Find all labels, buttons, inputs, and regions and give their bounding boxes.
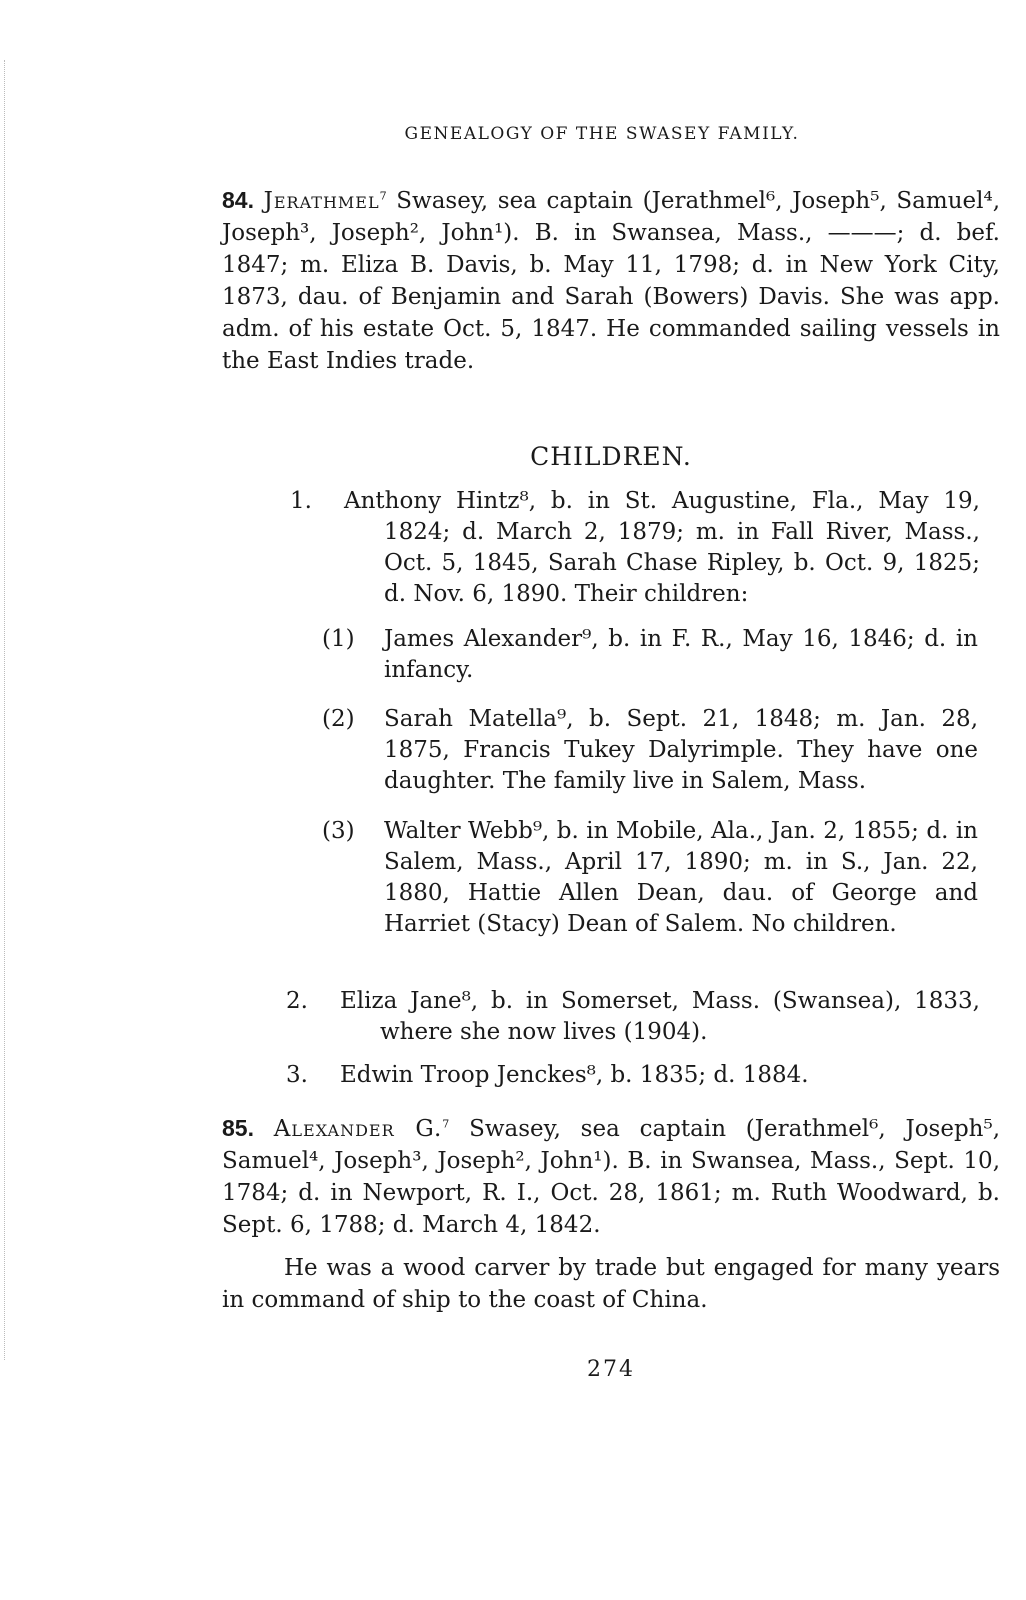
entry-name: Jerathmel [263,188,380,214]
children-heading: CHILDREN. [530,442,692,471]
child-marker: 2. [286,988,308,1014]
entry-name: Alexander G. [273,1116,443,1142]
running-header: GENEALOGY OF THE SWASEY FAMILY. [404,124,800,144]
grandchild-item [322,704,978,797]
grandchild-item [322,816,978,940]
grandchild-marker: (1) [322,626,355,652]
entry-number: 84. [222,187,254,213]
entry-85-paragraph: He was a wood carver by trade but engaged for many years in command of ship to the coast of China. [222,1255,1000,1313]
child-text-content: Eliza Jane⁸, b. in Somerset, Mass. (Swansea), 1833, where she now lives (1904). [340,988,980,1045]
grandchild-text: James Alexander⁹, b. in F. R., May 16, 1846; d. in infancy. [384,626,978,683]
grandchild-text: Walter Webb⁹, b. in Mobile, Ala., Jan. 2, 1855; d. in Salem, Mass., April 17, 1890; m. in S., Jan. 22, 1880, Hattie Allen Dean, dau. of George and Harriet (Stacy) Dean of Salem. No children. [384,818,978,937]
child-marker: 3. [286,1062,308,1088]
child-text [290,486,980,610]
generation-number: 7 [442,1117,450,1131]
grandchild-text: Sarah Matella⁹, b. Sept. 21, 1848; m. Jan. 28, 1875, Francis Tukey Dalyrimple. They have one daughter. The family live in Salem, Mass. [384,706,978,794]
child-text-content: Anthony Hintz⁸, b. in St. Augustine, Fla., May 19, 1824; d. March 2, 1879; m. in Fall River, Mass., Oct. 5, 1845, Sarah Chase Ripley, b. Oct. 9, 1825; d. Nov. 6, 1890. Their children: [344,488,980,607]
margin-artifact [4,60,9,1360]
entry-text: Swasey, sea captain (Jerathmel⁶, Joseph⁵, Samuel⁴, Joseph³, Joseph², John¹). B. in Swansea, Mass., ———; d. bef. 1847; m. Eliza B. Davis, b. May 11, 1798; d. in New York City, 1873, dau. of Benjamin and Sarah (Bowers) Davis. She was app. adm. of his estate Oct. 5, 1847. He commanded sailing vessels in the East Indies trade. [222,188,1001,374]
entry-85 [222,1112,1000,1241]
child-item [286,1060,980,1091]
child-item [290,486,980,610]
child-item [286,986,980,1048]
child-marker: 1. [290,488,312,514]
child-text [286,986,980,1048]
grandchild-marker: (3) [322,818,355,844]
grandchild-item [322,624,978,686]
generation-number: 7 [379,189,387,203]
entry-number: 85. [222,1115,254,1141]
grandchild-marker: (2) [322,706,355,732]
entry-text: Swasey, sea captain (Jerathmel⁶, Joseph⁵, Samuel⁴, Joseph³, Joseph², John¹). B. in Swansea, Mass., Sept. 10, 1784; d. in Newport, R. I., Oct. 28, 1861; m. Ruth Woodward, b. Sept. 6, 1788; d. March 4, 1842. [222,1116,1001,1238]
page-number: 274 [587,1357,635,1382]
child-text [286,1060,980,1091]
child-text-content: Edwin Troop Jenckes⁸, b. 1835; d. 1884. [340,1062,809,1088]
entry-84 [222,184,1000,377]
